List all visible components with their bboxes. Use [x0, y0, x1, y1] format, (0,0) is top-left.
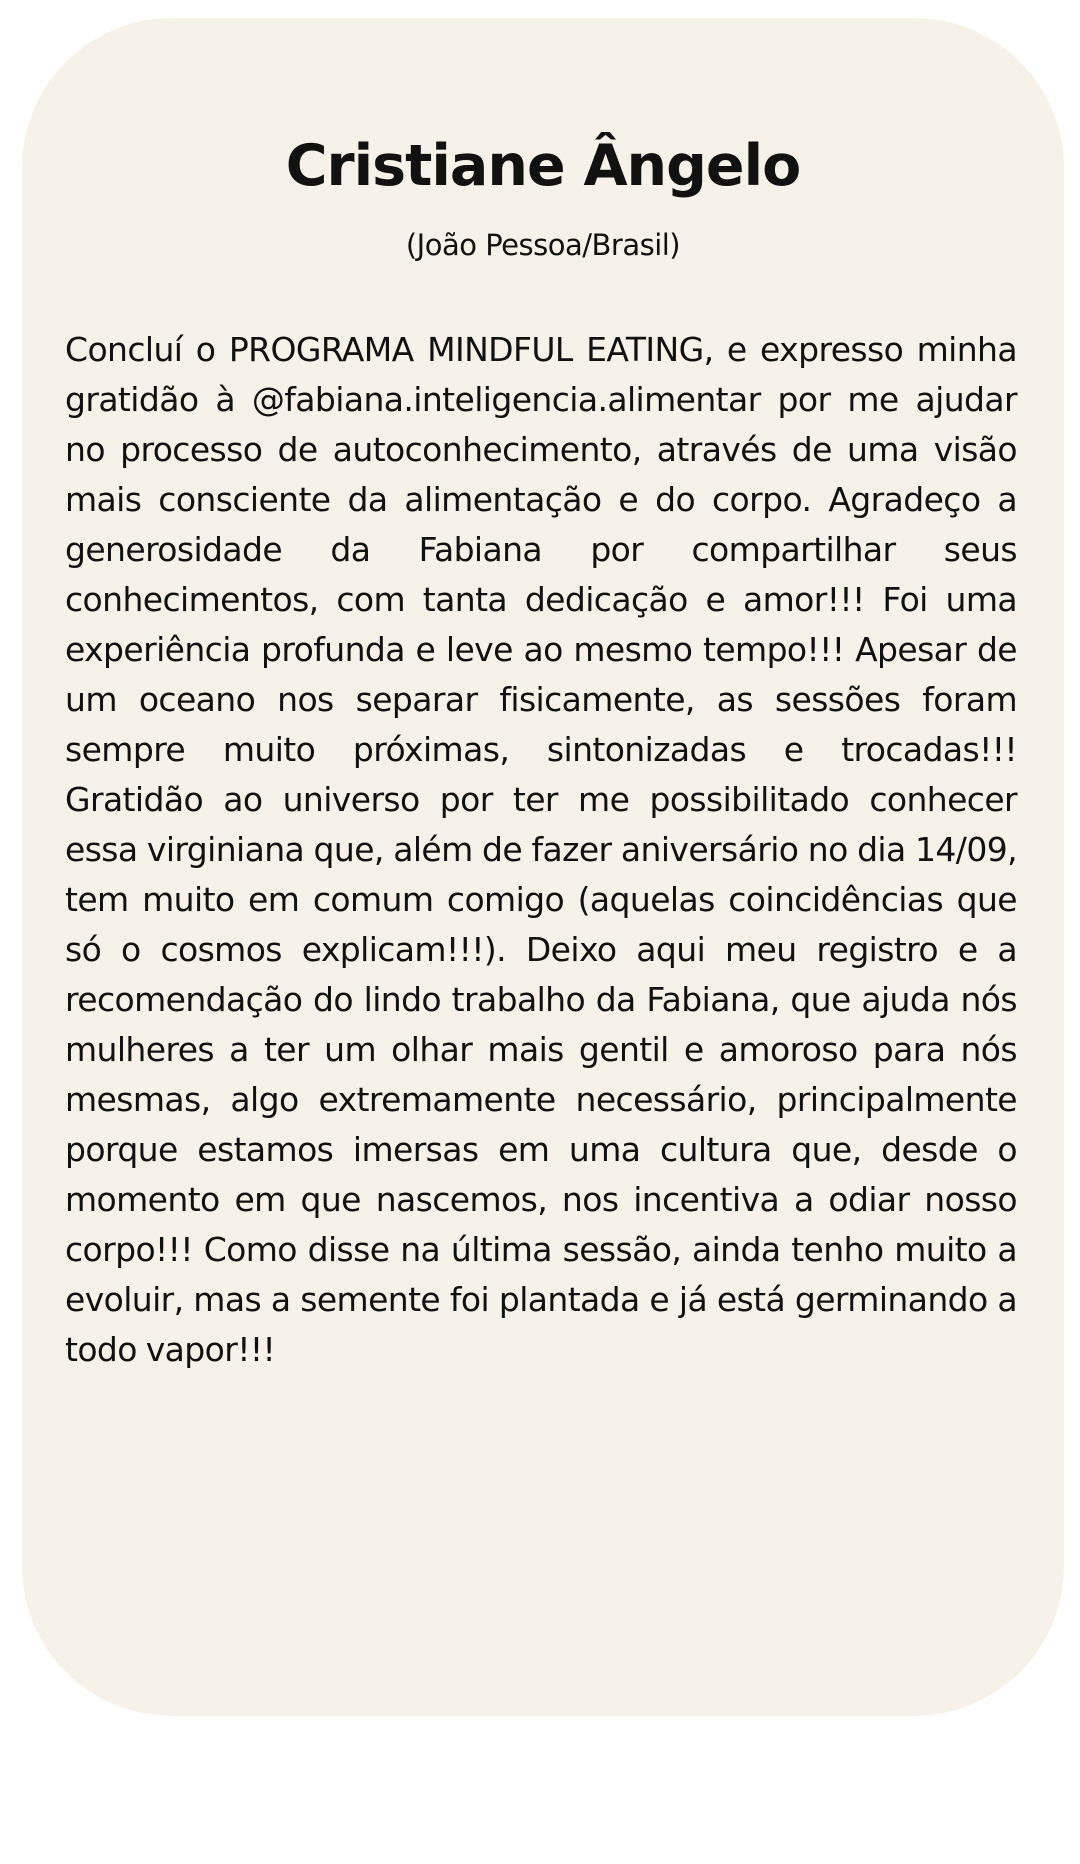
author-name: Cristiane Ângelo: [285, 133, 801, 199]
testimonial-text: Concluí o PROGRAMA MINDFUL EATING, e expresso minha gratidão à @fabiana.inteligencia.alimentar por me ajudar no processo de autoconhecimento, através de uma visão mais consciente da alimentação e do corpo. Agradeço a generosidade da Fabiana por compartilhar seus conhecimentos, com tanta dedicação e amor!!! Foi uma experiência profunda e leve ao mesmo tempo!!! Apesar de um oceano nos separar fisicamente, as sessões foram sempre muito próximas, sintonizadas e trocadas!!! Gratidão ao universo por ter me possibilitado conhecer essa virginiana que, além de fazer aniversário no dia 14/09, tem muito em comum comigo (aquelas coincidências que só o cosmos explicam!!!). Deixo aqui meu registro e a recomendação do lindo trabalho da Fabiana, que ajuda nós mulheres a ter um olhar mais gentil e amoroso para nós mesmas, algo extremamente necessário, principalmente porque estamos imersas em uma cultura que, desde o momento em que nascemos, nos incentiva a odiar nosso corpo!!! Como disse na última sessão, ainda tenho muito a evoluir, mas a semente foi plantada e já está germinando a todo vapor!!!: [65, 330, 1017, 1369]
testimonial-card: [22, 18, 1064, 1716]
author-location: (João Pessoa/Brasil): [405, 228, 681, 262]
